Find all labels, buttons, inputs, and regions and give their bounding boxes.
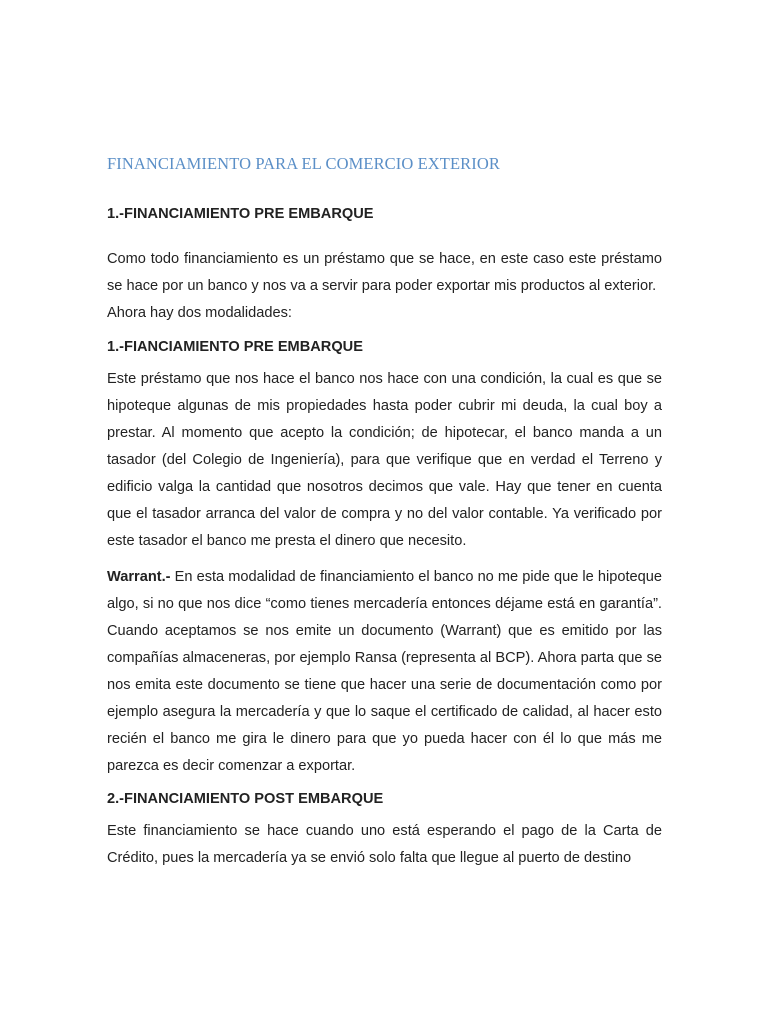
heading-post-embarque: 2.-FINANCIAMIENTO POST EMBARQUE (107, 791, 384, 807)
warrant-label: Warrant.- (107, 569, 171, 585)
heading-fianciamiento-pre-embarque: 1.-FIANCIAMIENTO PRE EMBARQUE (107, 339, 363, 355)
paragraph-modalidades: Ahora hay dos modalidades: (107, 305, 292, 321)
paragraph-warrant (107, 564, 662, 780)
heading-pre-embarque: 1.-FINANCIAMIENTO PRE EMBARQUE (107, 206, 374, 222)
document-title: FINANCIAMIENTO PARA EL COMERCIO EXTERIOR (107, 154, 500, 173)
document-body (107, 152, 662, 872)
paragraph-post-embarque: Este financiamiento se hace cuando uno está esperando el pago de la Carta de Crédito, pues la mercadería ya se envió solo falta que llegue al puerto de destino (107, 823, 662, 866)
paragraph-hipoteca: Este préstamo que nos hace el banco nos hace con una condición, la cual es que se hipoteque algunas de mis propiedades hasta poder cubrir mi deuda, la cual boy a prestar. Al momento que acepto la condición; de hipotecar, el banco manda a un tasador (del Colegio de Ingeniería), para que verifique que en verdad el Terreno y edificio valga la cantidad que nosotros decimos que vale. Hay que tener en cuenta que el tasador arranca del valor de compra y no del valor contable. Ya verificado por este tasador el banco me presta el dinero que necesito. (107, 371, 662, 549)
paragraph-intro: Como todo financiamiento es un préstamo que se hace, en este caso este préstamo se hace por un banco y nos va a servir para poder exportar mis productos al exterior. (107, 251, 662, 294)
warrant-text: En esta modalidad de financiamiento el banco no me pide que le hipoteque algo, si no que nos dice “como tienes mercadería entonces déjame está en garantía”. Cuando aceptamos se nos emite un documento (Warrant) que es emitido por las compañías almaceneras, por ejemplo Ransa (representa al BCP). Ahora parta que se nos emita este documento se tiene que hacer una serie de documentación como por ejemplo asegura la mercadería y que lo saque el certificado de calidad, al hacer esto recién el banco me gira le dinero para que yo pueda hacer con él lo que más me parezca es decir comenzar a exportar. (107, 569, 662, 774)
